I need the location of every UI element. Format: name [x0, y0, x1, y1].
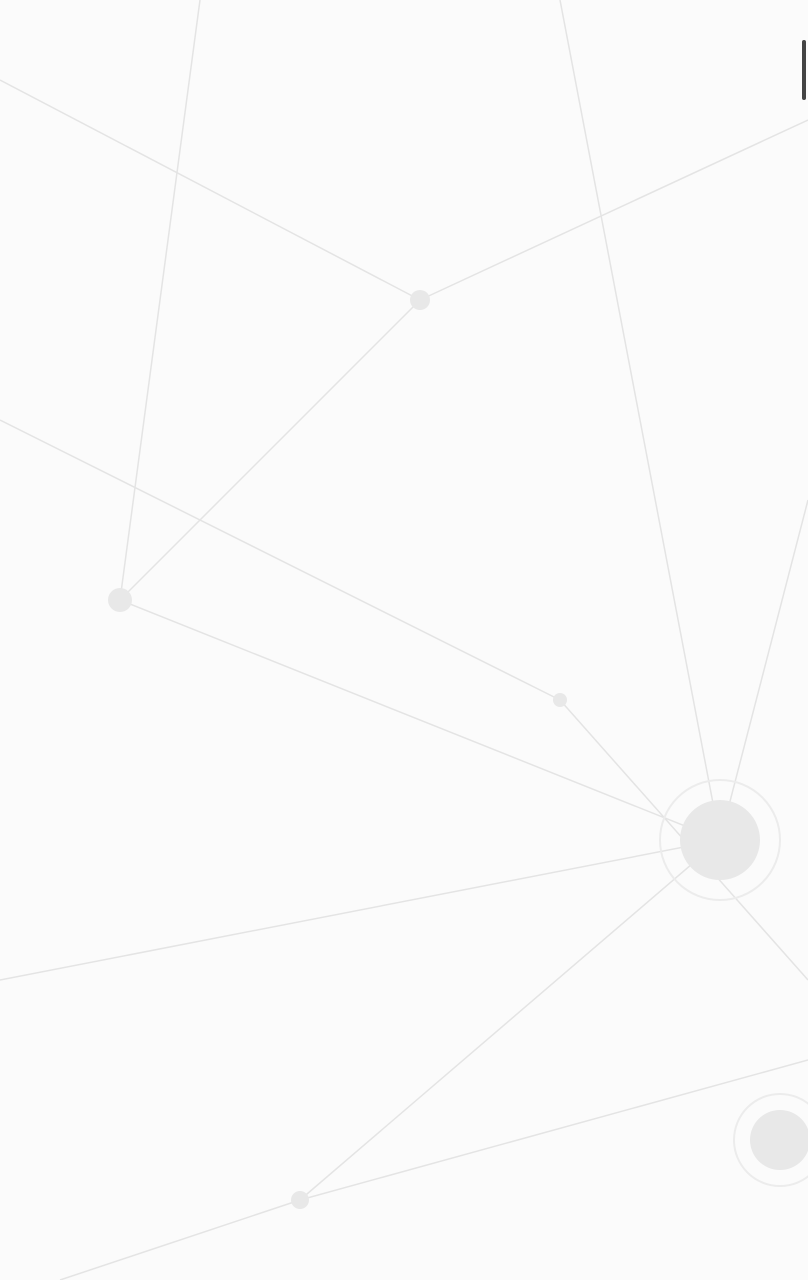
scrollbar[interactable] — [802, 40, 806, 100]
